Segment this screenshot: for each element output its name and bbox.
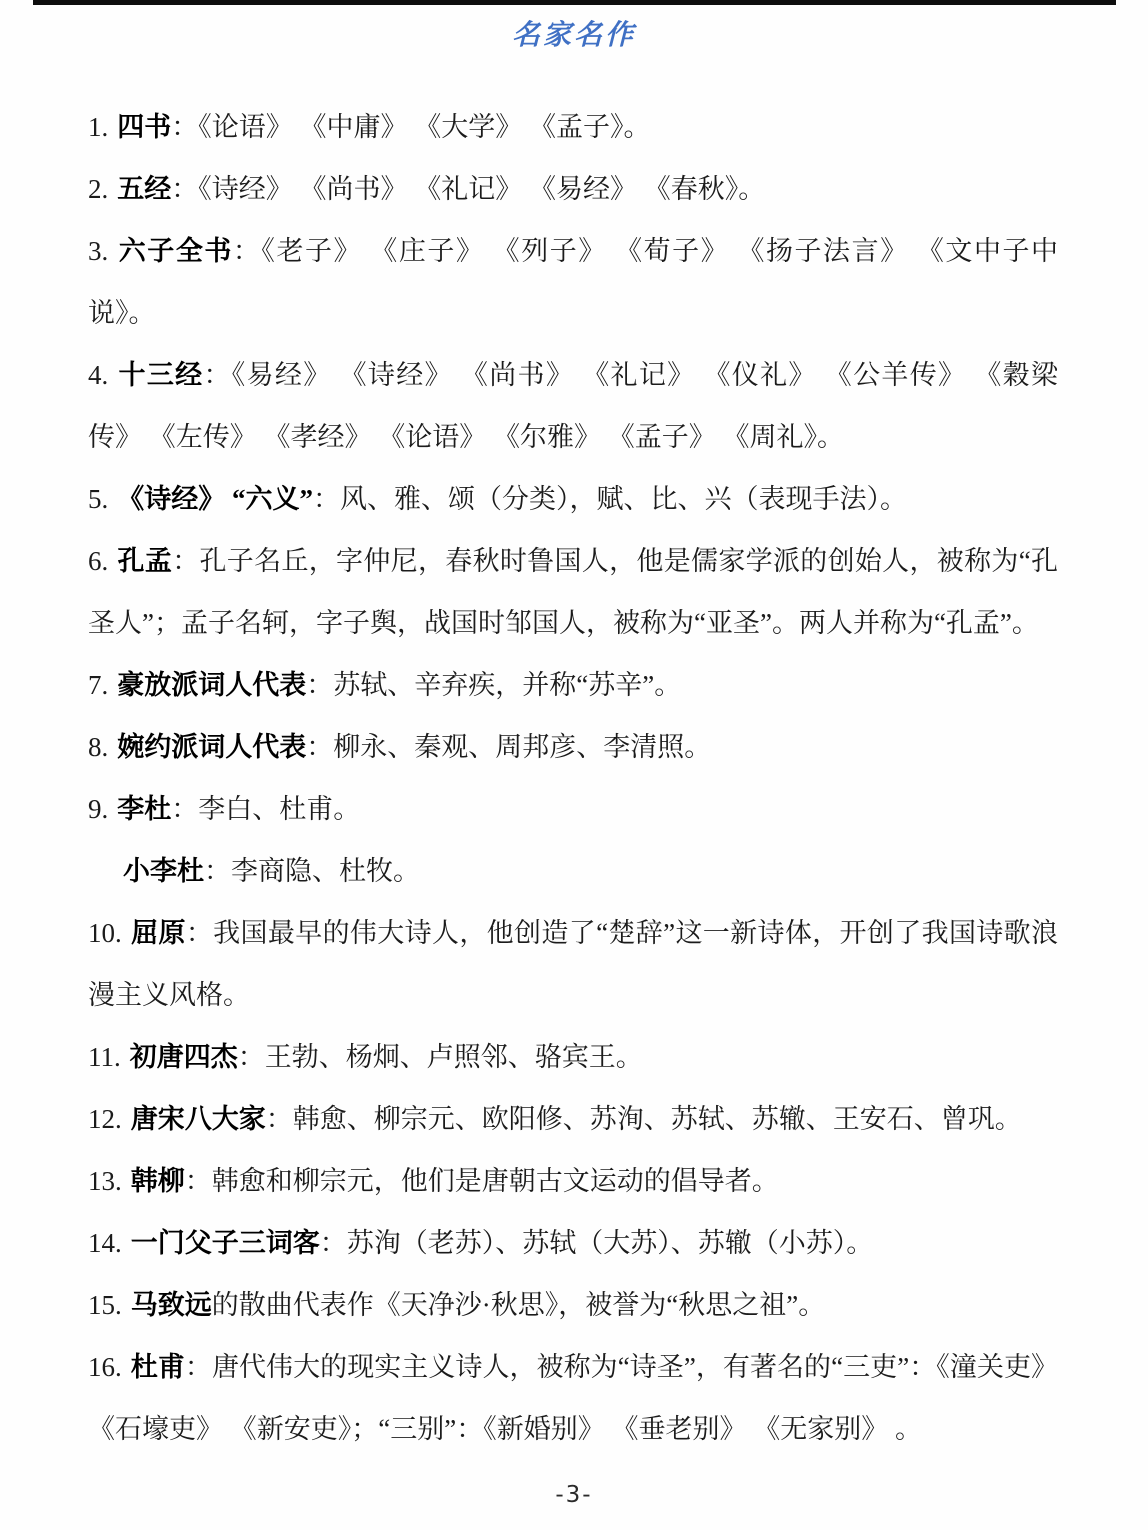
list-item [88,840,1058,902]
item-term: 六子全书 [117,236,233,266]
list-item [88,1274,1058,1336]
item-text: ：韩愈、柳宗元、欧阳修、苏洵、苏轼、苏辙、王安石、曾巩。 [265,1104,1022,1134]
page-number: -3- [555,1482,593,1508]
item-term: 《诗经》 “六义” [117,484,313,514]
item-number: 4. [88,360,109,390]
item-text: ：《论语》 《中庸》 《大学》 《孟子》。 [171,112,651,142]
item-term: 豪放派词人代表 [117,670,307,700]
item-text: ：孔子名丘，字仲尼，春秋时鲁国人，他是儒家学派的创始人，被称为“孔圣人”；孟子名轲，字子舆，战国时邹国人，被称为“亚圣”。两人并称为“孔孟”。 [88,546,1059,638]
list-item [88,1026,1058,1088]
item-text: 的散曲代表作《天净沙·秋思》，被誉为“秋思之祖”。 [211,1290,826,1320]
item-term: 马致远 [130,1290,212,1320]
list-item [88,530,1058,654]
item-number: 12. [88,1104,122,1134]
item-term: 杜甫 [130,1352,185,1382]
item-term: 十三经 [117,360,204,390]
item-term: 韩柳 [130,1166,185,1196]
list-item [88,1150,1058,1212]
item-number: 14. [88,1228,122,1258]
item-number: 5. [88,484,109,514]
item-text: ：风、雅、颂（分类），赋、比、兴（表现手法）。 [313,484,907,514]
item-number: 15. [88,1290,122,1320]
item-text: ：《易经》 《诗经》 《尚书》 《礼记》 《仪礼》 《公羊传》 《穀梁传》 《左传》 《孝经》 《论语》 《尔雅》 《孟子》 《周礼》。 [88,360,1059,452]
item-number: 13. [88,1166,122,1196]
item-number: 11. [88,1042,121,1072]
list-item [88,220,1058,344]
item-number: 3. [88,236,109,266]
list-item [88,654,1058,716]
item-term: 小李杜 [123,856,204,886]
list-item [88,716,1058,778]
item-text: ：李商隐、杜牧。 [204,856,420,886]
items-list [88,96,1058,1460]
item-text: ：《老子》 《庄子》 《列子》 《荀子》 《扬子法言》 《文中子中说》。 [88,236,1059,328]
item-text: ：李白、杜甫。 [171,794,361,824]
item-term: 五经 [117,174,172,204]
item-number: 1. [88,112,109,142]
list-item [88,1088,1058,1150]
item-text: ：我国最早的伟大诗人，他创造了“楚辞”这一新诗体，开创了我国诗歌浪漫主义风格。 [88,918,1059,1010]
item-term: 四书 [117,112,172,142]
item-text: ：王勃、杨炯、卢照邻、骆宾王。 [237,1042,643,1072]
item-term: 屈原 [130,918,186,948]
list-item [88,96,1058,158]
list-item [88,1336,1058,1460]
item-term: 婉约派词人代表 [117,732,307,762]
list-item [88,778,1058,840]
page-title: 名家名作 [511,20,636,51]
item-text: ：苏洵（老苏）、苏轼（大苏）、苏辙（小苏）。 [319,1228,874,1258]
item-text: ：韩愈和柳宗元，他们是唐朝古文运动的倡导者。 [184,1166,779,1196]
item-text: ：《诗经》 《尚书》 《礼记》 《易经》 《春秋》。 [171,174,766,204]
item-number: 9. [88,794,109,824]
item-number: 10. [88,918,122,948]
item-term: 唐宋八大家 [130,1104,266,1134]
item-term: 初唐四杰 [129,1042,238,1072]
item-text: ：唐代伟大的现实主义诗人，被称为“诗圣”，有著名的“三吏”：《潼关吏》 《石壕吏》 《新安吏》；“三别”：《新婚别》 《垂老别》 《无家别》 。 [88,1352,1059,1444]
list-item [88,158,1058,220]
item-number: 6. [88,546,109,576]
item-number: 16. [88,1352,122,1382]
item-text: ：柳永、秦观、周邦彦、李清照。 [306,732,712,762]
scan-artifact-bar [33,0,1116,5]
list-item [88,1212,1058,1274]
list-item [88,468,1058,530]
item-term: 孔孟 [117,546,173,576]
item-number: 8. [88,732,109,762]
item-term: 李杜 [117,794,172,824]
list-item [88,344,1058,468]
list-item [88,902,1058,1026]
item-number: 2. [88,174,109,204]
item-term: 一门父子三词客 [130,1228,320,1258]
item-text: ：苏轼、辛弃疾，并称“苏辛”。 [306,670,682,700]
item-number: 7. [88,670,109,700]
